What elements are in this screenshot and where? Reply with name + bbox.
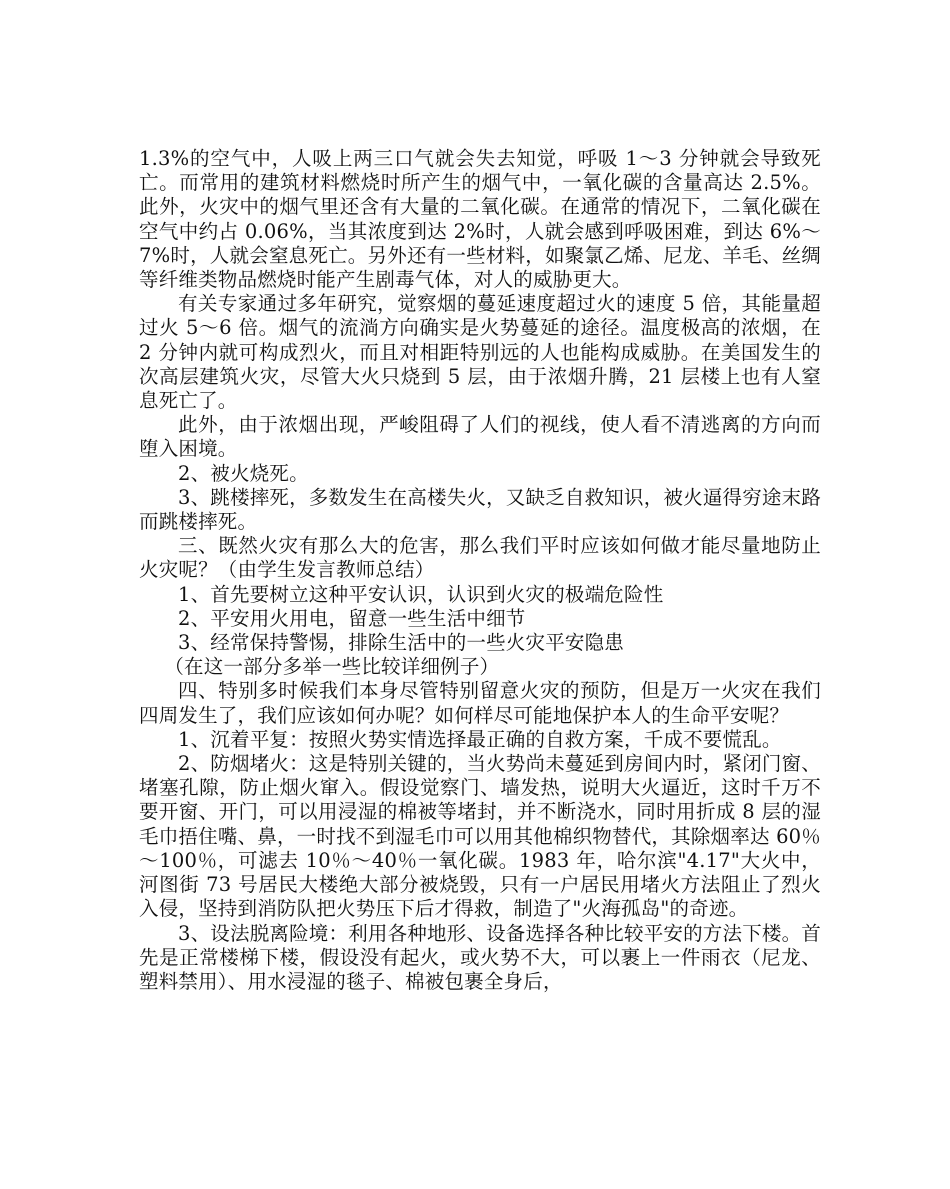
section-heading-prevention: 三、既然火灾有那么大的危害，那么我们平时应该如何做才能尽量地防止火灾呢？（由学生发言教师总结） [139, 534, 821, 582]
paragraph-smoke-vision: 此外，由于浓烟出现，严峻阻碍了人们的视线，使人看不清逃离的方向而堕入困境。 [139, 413, 821, 461]
paragraph-smoke-speed: 有关专家通过多年研究，觉察烟的蔓延速度超过火的速度 5 倍，其能量超过火 5～6 倍。烟气的流淌方向确实是火势蔓延的途径。温度极高的浓烟，在 2 分钟内就可构成烈火，而且对相距特别远的人也能构成威胁。在美国发生的次高层建筑火灾，尽管大火只烧到 5 层，由于浓烟升腾，21 层楼上也有人窒息死亡了。 [139, 292, 821, 413]
list-item-block-smoke: 2、防烟堵火：这是特别关键的，当火势尚未蔓延到房间内时，紧闭门窗、堵塞孔隙，防止烟火窜入。假设觉察门、墙发热，说明大火逼近，这时千万不要开窗、开门，可以用浸湿的棉被等堵封，并不断浇水，同时用折成 8 层的湿毛巾捂住嘴、鼻，一时找不到湿毛巾可以用其他棉织物替代，其除烟率达 60％～100％，可滤去 10％～40％一氧化碳。1983 年，哈尔滨"4.17"大火中，河图街 73 号居民大楼绝大部分被烧毁，只有一户居民用堵火方法阻止了烈火入侵，坚持到消防队把火势压下后才得救，制造了"火海孤岛"的奇迹。 [139, 752, 822, 921]
list-item-safe-electricity: 2、平安用火用电，留意一些生活中细节 [178, 606, 526, 630]
list-item-awareness: 1、首先要树立这种平安认识，认识到火灾的极端危险性 [178, 582, 664, 606]
section-heading-self-rescue: 四、特别多时候我们本身尽管特别留意火灾的预防，但是万一火灾在我们四周发生了，我们应该如何办呢？如何样尽可能地保护本人的生命平安呢？ [139, 679, 821, 727]
list-item-escape: 3、设法脱离险境：利用各种地形、设备选择各种比较平安的方法下楼。首先是正常楼梯下楼，假设没有起火，或火势不大，可以裹上一件雨衣（尼龙、塑料禁用）、用水浸湿的毯子、棉被包裹全身后， [139, 921, 822, 993]
list-item-burned: 2、被火烧死。 [178, 461, 309, 485]
paragraph-smoke-gases: 1.3%的空气中，人吸上两三口气就会失去知觉，呼吸 1～3 分钟就会导致死亡。而常用的建筑材料燃烧时所产生的烟气中，一氧化碳的含量高达 2.5%。此外，火灾中的烟气里还含有大量的二氧化碳。在通常的情况下，二氧化碳在空气中约占 0.06%，当其浓度到达 2%时，人就会感到呼吸困难，到达 6%～7%时，人就会窒息死亡。另外还有一些材料，如聚氯乙烯、尼龙、羊毛、丝绸等纤维类物品燃烧时能产生剧毒气体，对人的威胁更大。 [139, 147, 821, 292]
document-body [139, 147, 821, 994]
list-item-jump: 3、跳楼摔死，多数发生在高楼失火，又缺乏自救知识，被火逼得穷途末路而跳楼摔死。 [139, 485, 822, 534]
list-item-calm: 1、沉着平复：按照火势实情选择最正确的自救方案，千成不要慌乱。 [178, 727, 782, 751]
list-item-vigilance: 3、经常保持警惕，排除生活中的一些火灾平安隐患 [178, 631, 625, 655]
note-examples: （在这一部分多举一些比较详细例子） [164, 655, 500, 679]
